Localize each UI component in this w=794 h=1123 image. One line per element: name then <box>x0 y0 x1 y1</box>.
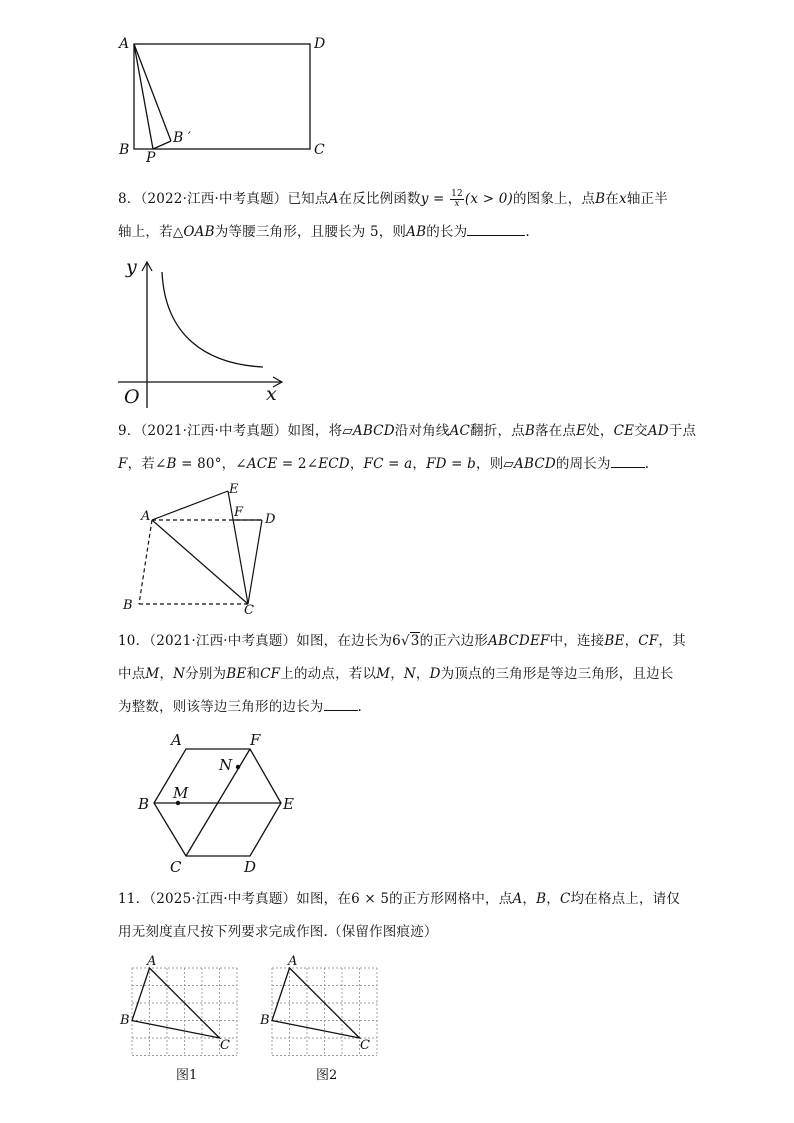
caption-fig1: 图1 <box>176 1068 198 1083</box>
q9-text: 的周长为 <box>555 456 611 472</box>
q10-var: ABCDEF <box>488 633 550 649</box>
q8-text: 8．（2022·江西·中考真题）已知点 <box>118 191 329 207</box>
q9-var: FC <box>363 456 384 472</box>
q11-var: A <box>512 891 523 907</box>
q9-var: FD <box>426 456 447 472</box>
q10-text: 分别为 <box>185 666 227 682</box>
q9-var: B <box>524 423 535 439</box>
triangle-symbol: △ <box>172 224 184 240</box>
q9-text: = 80°，∠ <box>176 456 247 472</box>
label-a: A <box>141 509 151 524</box>
q9-text: 9．（2021·江西·中考真题）如图，将 <box>118 423 343 439</box>
fraction-denominator: x <box>454 199 460 209</box>
x-axis-label: x <box>266 383 277 405</box>
q10-var: D <box>429 666 441 682</box>
label-m: M <box>173 784 189 802</box>
q9-var: b <box>467 456 477 472</box>
origin-label: O <box>124 386 140 408</box>
q8-var: x <box>618 191 627 207</box>
q11-text: ， <box>546 891 560 907</box>
q8-text: 为等腰三角形，且腰长为 5，则 <box>214 224 407 240</box>
q11-var: C <box>559 891 571 907</box>
q11-text: 均在格点上，请仅 <box>570 891 681 907</box>
label-c: C <box>314 142 325 158</box>
q8-var: OAB <box>183 224 215 240</box>
q11-var: 6 × 5 <box>351 891 390 907</box>
q8-var: A <box>328 191 339 207</box>
q10-text: 的正六边形 <box>419 633 489 649</box>
q9-var: ▱ABCD <box>503 456 556 472</box>
q11-text: 用无刻度直尺按下列要求完成作图.（保留作图痕迹） <box>118 924 438 940</box>
y-axis-label: y <box>126 256 137 278</box>
q10-text: 10．（2021·江西·中考真题）如图，在边长为 <box>118 633 393 649</box>
question-10: 10．（2021·江西·中考真题）如图，在边长为6√3的正六边形ABCDEF中，连接BE，CF，其 中点M，N分别为BE和CF上的动点，若以M，N，D为顶点的三角形是等边三角形，且边长 为整数，则该等边三角形的边长为 . <box>118 633 686 715</box>
q9-text: 沿对角线 <box>394 423 450 439</box>
q10-text: 中，连接 <box>549 633 605 649</box>
q11-text: 的正方形网格中，点 <box>389 891 513 907</box>
q9-var: a <box>404 456 413 472</box>
q10-text: 为顶点的三角形是等边三角形，且边长 <box>440 666 674 682</box>
q9-var: AC <box>449 423 471 439</box>
q10-text: 为整数，则该等边三角形的边长为 <box>118 699 324 715</box>
label-b-prime: B ′ <box>173 130 191 146</box>
label-d: D <box>314 36 326 52</box>
grid2-label-a: A <box>288 954 298 969</box>
q9-var: ▱ABCD <box>342 423 395 439</box>
q10-text: 和 <box>246 666 261 682</box>
q9-text: = <box>446 456 468 472</box>
q10-var: BE <box>604 633 625 649</box>
q10-text: ， <box>415 666 430 682</box>
q10-text: 中点 <box>118 666 146 682</box>
q8-var: AB <box>406 224 427 240</box>
q9-var: E <box>576 423 587 439</box>
q8-text: 轴上，若 <box>118 224 173 240</box>
q11-text: 11．（2025·江西·中考真题）如图，在 <box>118 891 352 907</box>
label-e: E <box>283 795 294 813</box>
q10-text: 上的动点，若以 <box>280 666 377 682</box>
grid2-label-b: B <box>260 1013 270 1028</box>
q9-text: ， <box>349 456 364 472</box>
q11-text: ， <box>522 891 537 907</box>
label-n: N <box>219 756 233 774</box>
q9-text: . <box>644 456 650 472</box>
q10-var: CF <box>638 633 659 649</box>
label-f: F <box>250 731 261 749</box>
label-e: E <box>229 482 239 497</box>
q10-text: ，其 <box>658 633 686 649</box>
q9-text: ，若∠ <box>127 456 167 472</box>
label-a: A <box>171 731 182 749</box>
q8-text: 的长为 <box>426 224 468 240</box>
label-c: C <box>244 603 254 618</box>
q9-text: = <box>383 456 405 472</box>
label-f: F <box>234 505 244 520</box>
q8-var: y <box>420 191 429 207</box>
q10-var: N <box>173 666 186 682</box>
fraction-numerator: 12 <box>451 189 463 199</box>
q10-text: . <box>357 699 362 715</box>
label-b: B <box>123 598 133 613</box>
q9-var: AD <box>647 423 669 439</box>
grid2-label-c: C <box>360 1038 370 1053</box>
q10-text: ， <box>159 666 174 682</box>
q8-text: 在反比例函数 <box>338 191 421 207</box>
q11-var: B <box>536 891 547 907</box>
caption-fig2: 图2 <box>316 1068 338 1083</box>
q9-var: ACE <box>246 456 278 472</box>
q9-text: 翻折，点 <box>470 423 525 439</box>
q10-var: M <box>145 666 160 682</box>
label-c: C <box>170 858 182 876</box>
grid1-label-c: C <box>220 1038 230 1053</box>
q9-text: ，则 <box>476 456 504 472</box>
q9-var: ECD <box>318 456 350 472</box>
label-b: B <box>119 142 130 158</box>
label-d: D <box>244 858 257 876</box>
q9-text: 处， <box>586 423 614 439</box>
label-d: D <box>265 512 276 527</box>
q9-text: ， <box>412 456 427 472</box>
grid1-label-b: B <box>120 1013 130 1028</box>
label-a: A <box>119 36 130 52</box>
q10-text: ， <box>390 666 404 682</box>
q10-text: ， <box>624 633 639 649</box>
q9-text: 落在点 <box>534 423 577 439</box>
q8-text: 轴正半 <box>626 191 668 207</box>
q9-text: 于点 <box>668 423 697 439</box>
label-p: P <box>146 150 156 166</box>
q9-text: 交 <box>634 423 648 439</box>
q8-var: B <box>595 191 606 207</box>
q8-text: 的图象上，点 <box>512 191 596 207</box>
q10-var: N <box>403 666 416 682</box>
q8-text: = <box>428 191 450 207</box>
q9-text: = 2∠ <box>277 456 319 472</box>
q10-var: CF <box>260 666 281 682</box>
q10-var: M <box>376 666 391 682</box>
q9-var: B <box>166 456 177 472</box>
q8-text: . <box>525 224 530 240</box>
q8-var: (x > 0) <box>464 191 513 207</box>
q10-var: BE <box>226 666 247 682</box>
q10-var: 6 <box>392 633 401 649</box>
q9-var: CE <box>613 423 635 439</box>
label-b: B <box>138 795 150 813</box>
sqrt-3: 3 <box>410 633 420 649</box>
q9-var: F <box>118 456 128 472</box>
q8-text: 在 <box>605 191 619 207</box>
grid1-label-a: A <box>147 954 157 969</box>
